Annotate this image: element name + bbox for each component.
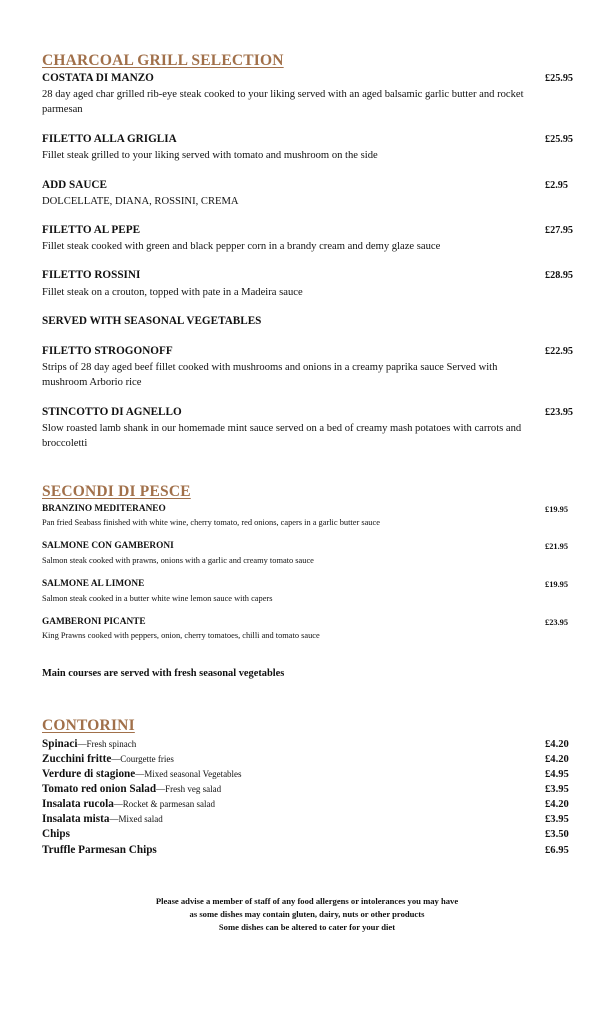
fish-item-price: £23.95 xyxy=(545,618,569,627)
grill-item-price: £25.95 xyxy=(545,73,574,84)
grill-item-desc: Fillet steak on a crouton, topped with pate in a Madeira sauce xyxy=(42,287,303,298)
side-item-desc: —Rocket & parmesan salad xyxy=(113,799,216,809)
grill-item-name: FILETTO ROSSINI xyxy=(42,269,141,281)
fish-item-name: BRANZINO MEDITERANEO xyxy=(42,504,166,514)
side-item-desc: —Fresh spinach xyxy=(77,739,137,749)
side-item xyxy=(42,798,215,810)
grill-item-desc: Slow roasted lamb shank in our homemade mint sauce served on a bed of creamy mash potatoes with carrots and broccoletti xyxy=(42,423,522,449)
grill-item-name: COSTATA DI MANZO xyxy=(42,72,154,84)
side-item-name: Verdure di stagione xyxy=(42,768,136,780)
side-item-desc: —Fresh veg salad xyxy=(156,784,222,794)
grill-item-name: ADD SAUCE xyxy=(42,179,107,191)
fish-item-desc: Salmon steak cooked with prawns, onions with a garlic and creamy tomato sauce xyxy=(42,556,314,565)
allergen-notice-line: Some dishes can be altered to cater for your diet xyxy=(218,922,396,932)
grill-item-price: £23.95 xyxy=(545,407,574,418)
side-item xyxy=(42,738,136,750)
allergen-notice xyxy=(60,895,554,934)
grill-item-desc: Fillet steak grilled to your liking served with tomato and mushroom on the side xyxy=(42,150,378,161)
grill-item-desc: Fillet steak cooked with green and black pepper corn in a brandy cream and demy glaze sauce xyxy=(42,241,441,252)
served-with-note: SERVED WITH SEASONAL VEGETABLES xyxy=(42,315,262,327)
side-item-price: £4.95 xyxy=(545,769,569,780)
grill-item-desc: Strips of 28 day aged beef fillet cooked with mushrooms and onions in a creamy paprika sauce Served with mushroom Arborio rice xyxy=(42,362,498,388)
fish-item-name: SALMONE CON GAMBERONI xyxy=(42,541,174,551)
side-item xyxy=(42,768,242,780)
side-item-name: Insalata mista xyxy=(42,813,110,825)
contorini-section-title: CONTORINI xyxy=(42,717,135,734)
grill-item-price: £27.95 xyxy=(545,225,574,236)
side-item xyxy=(42,753,174,765)
side-item xyxy=(42,844,157,856)
side-item-price: £3.95 xyxy=(545,814,569,825)
side-item-name: Chips xyxy=(42,828,70,840)
side-item-name: Spinaci xyxy=(42,738,78,750)
side-item xyxy=(42,783,221,795)
fish-item-name: SALMONE AL LIMONE xyxy=(42,579,145,589)
fish-item-price: £19.95 xyxy=(545,505,569,514)
grill-item-price: £22.95 xyxy=(545,346,574,357)
fish-item-price: £21.95 xyxy=(545,542,569,551)
grill-item-desc: 28 day aged char grilled rib-eye steak cooked to your liking served with an aged balsamic garlic butter and rocket parmesan xyxy=(42,89,524,115)
side-item-desc: —Mixed salad xyxy=(109,814,163,824)
fish-item-desc: Salmon steak cooked in a butter white wine lemon sauce with capers xyxy=(42,594,273,603)
grill-item-name: FILETTO ALLA GRIGLIA xyxy=(42,133,177,145)
side-item-name: Insalata rucola xyxy=(42,798,114,810)
side-item-price: £4.20 xyxy=(545,754,569,765)
grill-item-price: £2.95 xyxy=(545,180,568,191)
fish-section-title: SECONDI DI PESCE xyxy=(42,483,191,500)
fish-item-price: £19.95 xyxy=(545,580,569,589)
main-courses-note: Main courses are served with fresh seasonal vegetables xyxy=(42,668,285,679)
side-item-desc: —Mixed seasonal Vegetables xyxy=(135,769,242,779)
side-item-price: £6.95 xyxy=(545,845,569,856)
allergen-notice-line: as some dishes may contain gluten, dairy, nuts or other products xyxy=(189,909,425,919)
side-item-name: Zucchini fritte xyxy=(42,753,112,765)
side-item-desc: —Courgette fries xyxy=(111,754,174,764)
side-item xyxy=(42,813,163,825)
grill-item-name: STINCOTTO DI AGNELLO xyxy=(42,406,182,418)
grill-item-desc: DOLCELLATE, DIANA, ROSSINI, CREMA xyxy=(42,196,239,207)
grill-item-name: FILETTO AL PEPE xyxy=(42,224,141,236)
side-item-price: £4.20 xyxy=(545,799,569,810)
grill-item-name: FILETTO STROGONOFF xyxy=(42,345,173,357)
grill-item-price: £25.95 xyxy=(545,134,574,145)
allergen-notice-line: Please advise a member of staff of any food allergens or intolerances you may have xyxy=(155,896,459,906)
fish-item-name: GAMBERONI PICANTE xyxy=(42,617,146,627)
side-item xyxy=(42,828,70,840)
side-item-price: £3.95 xyxy=(545,784,569,795)
side-item-name: Truffle Parmesan Chips xyxy=(42,844,157,856)
grill-item-price: £28.95 xyxy=(545,270,574,281)
side-item-price: £3.50 xyxy=(545,829,569,840)
grill-section-title: CHARCOAL GRILL SELECTION xyxy=(42,52,284,69)
fish-item-desc: Pan fried Seabass finished with white wine, cherry tomato, red onions, capers in a garlic butter sauce xyxy=(42,518,380,527)
side-item-price: £4.20 xyxy=(545,739,569,750)
side-item-name: Tomato red onion Salad xyxy=(42,783,157,795)
fish-item-desc: King Prawns cooked with peppers, onion, cherry tomatoes, chilli and tomato sauce xyxy=(42,631,320,640)
